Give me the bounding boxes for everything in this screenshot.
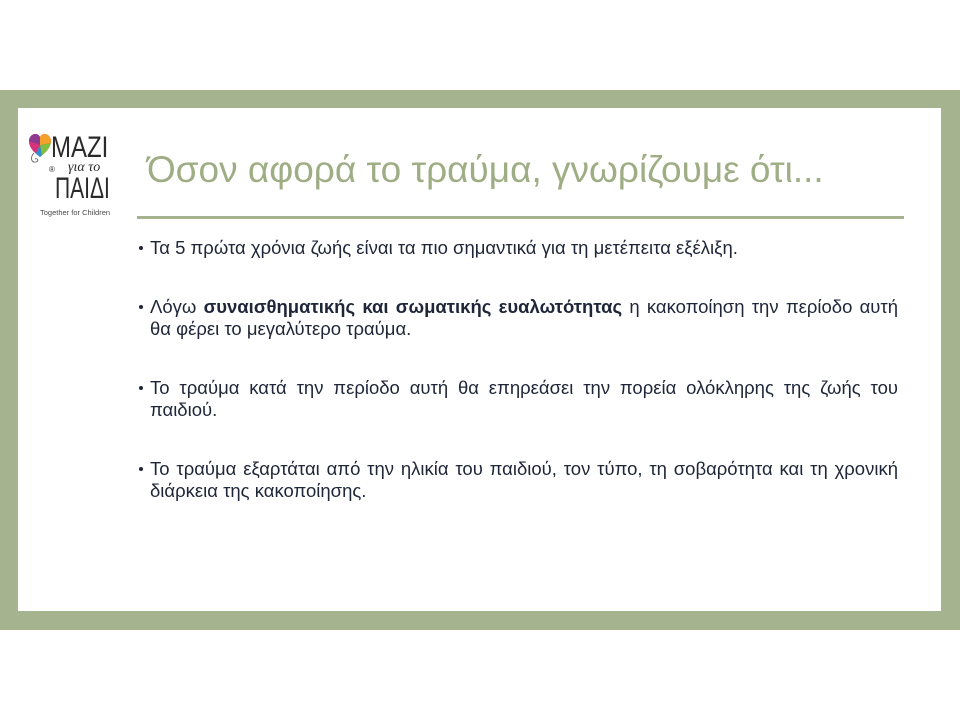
bullet-text: Το τραύμα εξαρτάται από την ηλικία του παιδιού, τον τύπο, τη σοβαρότητα και τη χρονική διάρκεια της κακοποίησης. (150, 458, 898, 501)
bullet-text: Λόγω (150, 296, 204, 317)
bullet-text: Το τραύμα κατά την περίοδο αυτή θα επηρεάσει την πορεία ολόκληρης της ζωής του παιδιού. (150, 377, 898, 420)
heart-logo-icon (28, 133, 52, 165)
title-underline (137, 216, 904, 219)
bullet-dot-icon (139, 386, 143, 390)
bullet-text: η κακοποίηση την περίοδο αυτή θα φέρει το μεγαλύτερο τραύμα. (150, 296, 899, 339)
bullet-dot-icon (139, 305, 143, 309)
logo-registered-mark: ® (49, 165, 55, 174)
bullet-text-emphasis: συναισθηματικής και σωματικής ευαλωτότητας (203, 296, 623, 317)
slide-title: Όσον αφορά το τραύμα, γνωρίζουμε ότι... (147, 149, 824, 190)
bullet-item (150, 458, 898, 502)
bullet-item (150, 377, 898, 421)
bullet-item (150, 237, 898, 259)
logo-wordmark-bottom: ΠΑΙΔΙ (55, 172, 110, 205)
bullet-dot-icon (139, 246, 143, 250)
bullet-text: Τα 5 πρώτα χρόνια ζωής είναι τα πιο σημαντικά για τη μετέπειτα εξέλιξη. (150, 237, 738, 258)
logo-wordmark-top: ΜΑΖΙ (51, 131, 109, 164)
bullet-list (150, 237, 898, 539)
logo-tagline: Together for Children (40, 208, 111, 217)
bullet-item (150, 296, 898, 340)
logo-script-text: για το (68, 160, 101, 175)
bullet-dot-icon (139, 467, 143, 471)
